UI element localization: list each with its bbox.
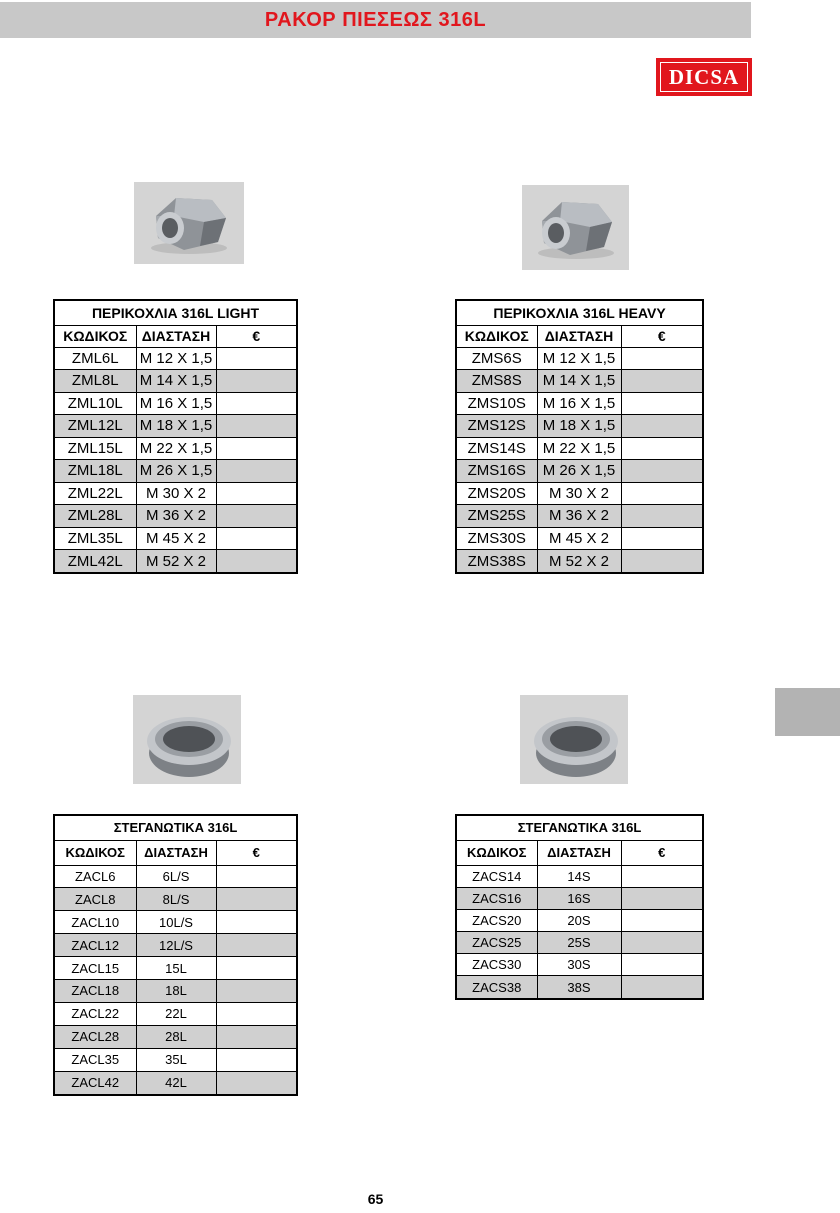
product-code: ZACS38 — [456, 976, 537, 999]
product-code: ZMS10S — [456, 392, 537, 415]
product-dimension: 16S — [537, 887, 621, 909]
product-code: ZACS14 — [456, 865, 537, 887]
table-title: ΠΕΡΙΚΟΧΛΙΑ 316L HEAVY — [456, 300, 703, 325]
table-title: ΠΕΡΙΚΟΧΛΙΑ 316L LIGHT — [54, 300, 297, 325]
product-price — [216, 392, 297, 415]
product-code: ZACL15 — [54, 957, 136, 980]
product-price — [621, 347, 703, 370]
table-row — [456, 954, 703, 976]
table-title: ΣΤΕΓΑΝΩΤΙΚΑ 316L — [54, 815, 297, 840]
header-bar — [0, 2, 751, 38]
page-number: 65 — [367, 1191, 384, 1207]
product-dimension: 42L — [136, 1071, 216, 1095]
product-price — [216, 865, 297, 888]
nuts-light-table — [53, 299, 298, 574]
product-price — [621, 527, 703, 550]
header-code: ΚΩΔΙΚΟΣ — [456, 325, 537, 347]
table-row — [456, 482, 703, 505]
table-row — [54, 1002, 297, 1025]
table-row — [54, 980, 297, 1003]
gaskets-light-table — [53, 814, 298, 1096]
product-price — [216, 505, 297, 528]
page-title: ΡΑΚΟΡ ΠΙΕΣΕΩΣ 316L — [264, 8, 487, 31]
product-dimension: M 16 X 1,5 — [537, 392, 621, 415]
header-code: ΚΩΔΙΚΟΣ — [54, 325, 136, 347]
product-dimension: M 36 X 2 — [537, 505, 621, 528]
table-row — [54, 460, 297, 483]
product-code: ZML6L — [54, 347, 136, 370]
header-price: € — [216, 840, 297, 865]
product-code: ZML12L — [54, 415, 136, 438]
gasket-light-photo — [133, 695, 241, 784]
product-dimension: M 22 X 1,5 — [537, 437, 621, 460]
table-row — [456, 887, 703, 909]
header-code: ΚΩΔΙΚΟΣ — [456, 840, 537, 865]
product-code: ZMS16S — [456, 460, 537, 483]
product-dimension: M 52 X 2 — [537, 550, 621, 573]
product-price — [216, 437, 297, 460]
product-code: ZML35L — [54, 527, 136, 550]
header-code: ΚΩΔΙΚΟΣ — [54, 840, 136, 865]
product-code: ZML10L — [54, 392, 136, 415]
product-code: ZACS20 — [456, 909, 537, 931]
product-dimension: M 22 X 1,5 — [136, 437, 216, 460]
table-row — [54, 550, 297, 573]
product-code: ZACL35 — [54, 1048, 136, 1071]
table-row — [456, 460, 703, 483]
product-code: ZACL12 — [54, 934, 136, 957]
table-row — [456, 865, 703, 887]
product-price — [216, 911, 297, 934]
product-price — [216, 482, 297, 505]
product-code: ZACS25 — [456, 932, 537, 954]
table-row — [54, 865, 297, 888]
table-row — [54, 911, 297, 934]
product-price — [216, 1071, 297, 1095]
product-price — [216, 550, 297, 573]
product-price — [621, 865, 703, 887]
product-code: ZMS30S — [456, 527, 537, 550]
product-price — [621, 415, 703, 438]
logo-text: DICSA — [668, 64, 740, 89]
product-code: ZMS25S — [456, 505, 537, 528]
product-dimension: M 45 X 2 — [537, 527, 621, 550]
product-price — [216, 957, 297, 980]
product-price — [216, 370, 297, 393]
header-dimension: ΔΙΑΣΤΑΣΗ — [136, 840, 216, 865]
table-row — [54, 415, 297, 438]
product-dimension: M 52 X 2 — [136, 550, 216, 573]
product-dimension: M 12 X 1,5 — [537, 347, 621, 370]
product-dimension: 28L — [136, 1025, 216, 1048]
product-dimension: M 30 X 2 — [136, 482, 216, 505]
table-row — [54, 370, 297, 393]
product-code: ZML18L — [54, 460, 136, 483]
product-price — [216, 527, 297, 550]
product-dimension: M 18 X 1,5 — [537, 415, 621, 438]
product-dimension: 15L — [136, 957, 216, 980]
product-price — [621, 550, 703, 573]
table-row — [54, 1048, 297, 1071]
product-code: ZACL6 — [54, 865, 136, 888]
product-code: ZML8L — [54, 370, 136, 393]
table-row — [456, 550, 703, 573]
product-price — [621, 460, 703, 483]
product-dimension: 18L — [136, 980, 216, 1003]
table-row — [54, 347, 297, 370]
hex-nut-light-photo — [134, 182, 244, 264]
product-dimension: 8L/S — [136, 888, 216, 911]
table-row — [54, 392, 297, 415]
table-row — [456, 909, 703, 931]
product-dimension: M 26 X 1,5 — [136, 460, 216, 483]
product-dimension: 22L — [136, 1002, 216, 1025]
table-row — [54, 888, 297, 911]
table-row — [54, 934, 297, 957]
header-price: € — [621, 325, 703, 347]
product-price — [216, 888, 297, 911]
product-code: ZMS8S — [456, 370, 537, 393]
product-dimension: 14S — [537, 865, 621, 887]
product-code: ZACL18 — [54, 980, 136, 1003]
side-tab — [775, 688, 840, 736]
product-price — [621, 932, 703, 954]
table-row — [456, 437, 703, 460]
product-code: ZACL22 — [54, 1002, 136, 1025]
hex-nut-heavy-photo — [522, 185, 629, 270]
table-title: ΣΤΕΓΑΝΩΤΙΚΑ 316L — [456, 815, 703, 840]
table-row — [456, 415, 703, 438]
product-dimension: 38S — [537, 976, 621, 999]
header-dimension: ΔΙΑΣΤΑΣΗ — [537, 840, 621, 865]
product-dimension: M 18 X 1,5 — [136, 415, 216, 438]
product-price — [216, 934, 297, 957]
product-dimension: M 26 X 1,5 — [537, 460, 621, 483]
product-code: ZML28L — [54, 505, 136, 528]
product-price — [621, 887, 703, 909]
product-price — [621, 909, 703, 931]
product-code: ZML22L — [54, 482, 136, 505]
table-row — [456, 527, 703, 550]
product-dimension: M 30 X 2 — [537, 482, 621, 505]
header-dimension: ΔΙΑΣΤΑΣΗ — [537, 325, 621, 347]
product-price — [621, 482, 703, 505]
product-code: ZMS6S — [456, 347, 537, 370]
header-price: € — [621, 840, 703, 865]
header-price: € — [216, 325, 297, 347]
product-dimension: M 14 X 1,5 — [136, 370, 216, 393]
product-dimension: M 45 X 2 — [136, 527, 216, 550]
product-price — [216, 1048, 297, 1071]
product-price — [621, 976, 703, 999]
product-price — [621, 370, 703, 393]
product-code: ZACL28 — [54, 1025, 136, 1048]
product-dimension: 12L/S — [136, 934, 216, 957]
product-dimension: 35L — [136, 1048, 216, 1071]
product-price — [216, 347, 297, 370]
product-dimension: 25S — [537, 932, 621, 954]
product-price — [621, 505, 703, 528]
product-code: ZMS12S — [456, 415, 537, 438]
product-price — [621, 437, 703, 460]
product-code: ZMS20S — [456, 482, 537, 505]
table-row — [456, 370, 703, 393]
product-dimension: 6L/S — [136, 865, 216, 888]
product-price — [216, 1025, 297, 1048]
product-code: ZACL10 — [54, 911, 136, 934]
table-row — [54, 1071, 297, 1095]
table-row — [456, 392, 703, 415]
product-code: ZACS30 — [456, 954, 537, 976]
table-row — [456, 505, 703, 528]
table-row — [54, 437, 297, 460]
table-row — [54, 527, 297, 550]
table-row — [54, 482, 297, 505]
table-row — [456, 976, 703, 999]
gaskets-heavy-table — [455, 814, 704, 1000]
product-dimension: M 12 X 1,5 — [136, 347, 216, 370]
product-price — [216, 415, 297, 438]
product-code: ZML15L — [54, 437, 136, 460]
product-price — [621, 954, 703, 976]
product-code: ZACS16 — [456, 887, 537, 909]
product-price — [216, 1002, 297, 1025]
table-row — [54, 1025, 297, 1048]
table-row — [456, 347, 703, 370]
dicsa-logo — [656, 58, 752, 96]
product-code: ZMS38S — [456, 550, 537, 573]
product-code: ZML42L — [54, 550, 136, 573]
product-dimension: 10L/S — [136, 911, 216, 934]
product-code: ZACL42 — [54, 1071, 136, 1095]
product-code: ZACL8 — [54, 888, 136, 911]
product-dimension: M 16 X 1,5 — [136, 392, 216, 415]
product-price — [216, 980, 297, 1003]
product-dimension: M 36 X 2 — [136, 505, 216, 528]
product-price — [621, 392, 703, 415]
product-price — [216, 460, 297, 483]
product-code: ZMS14S — [456, 437, 537, 460]
table-row — [54, 957, 297, 980]
gasket-heavy-photo — [520, 695, 628, 784]
table-row — [456, 932, 703, 954]
nuts-heavy-table — [455, 299, 704, 574]
product-dimension: M 14 X 1,5 — [537, 370, 621, 393]
table-row — [54, 505, 297, 528]
product-dimension: 20S — [537, 909, 621, 931]
header-dimension: ΔΙΑΣΤΑΣΗ — [136, 325, 216, 347]
product-dimension: 30S — [537, 954, 621, 976]
